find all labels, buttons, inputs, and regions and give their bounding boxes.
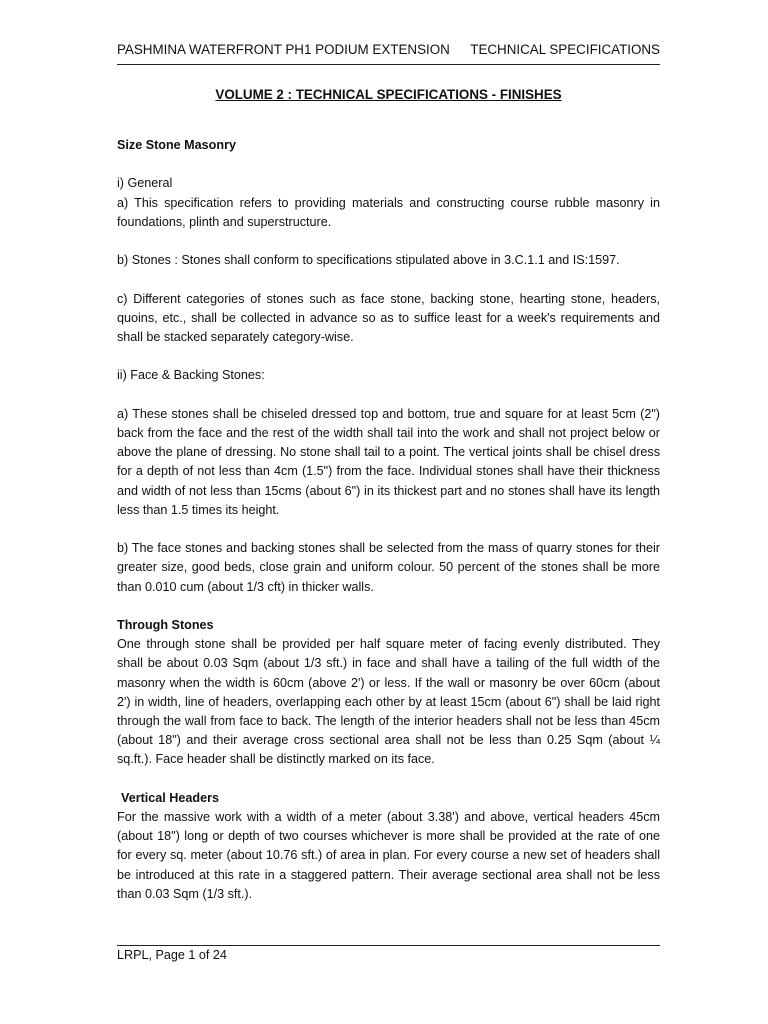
paragraph-general-c: c) Different categories of stones such as face stone, backing stone, hearting stone, headers, quoins, etc., shall be collected in advance so as to suffice least for a week's requirements and shall be stacked separately category-wise. (117, 291, 660, 344)
heading-size-stone-masonry: Size Stone Masonry (117, 138, 236, 152)
footer-rule (117, 945, 660, 946)
paragraph-general-a: a) This specification refers to providing materials and constructing course rubble masonry in foundations, plinth and superstructure. (117, 195, 660, 229)
paragraph-vertical-headers: For the massive work with a width of a meter (about 3.38') and above, vertical headers 45cm (about 18") long or depth of two courses whichever is more shall be provided at the rate of one for every sq. meter (about 10.76 sft.) of area in plan. For every course a new set of headers shall be introduced at this rate in a staggered pattern. Their average sectional area shall not be less than 0.03 Sqm (1/3 sft.). (117, 809, 660, 901)
header-project-name: PASHMINA WATERFRONT PH1 PODIUM EXTENSION (117, 42, 450, 57)
paragraph-general-b: b) Stones : Stones shall conform to specifications stipulated above in 3.C.1.1 and IS:1597. (117, 253, 620, 268)
heading-general: i) General (117, 176, 173, 191)
paragraph-face-b: b) The face stones and backing stones shall be selected from the mass of quarry stones for their greater size, good beds, close grain and uniform colour. 50 percent of the stones shall be more than 0.010 cum (about 1/3 cft) in thicker walls. (117, 541, 660, 594)
page-header (117, 42, 660, 62)
document-title: VOLUME 2 : TECHNICAL SPECIFICATIONS - FINISHES (215, 87, 562, 102)
paragraph-through-stones: One through stone shall be provided per half square meter of facing evenly distributed. They shall be about 0.03 Sqm (about 1/3 sft.) in face and shall have a tailing of the full width of the masonry when the width is 60cm (above 2') or less. If the wall or masonry be over 60cm (about 2') in width, line of headers, overlapping each other by at least 15cm (about 6") shall be laid right through the wall from face to back. The length of the interior headers shall not be less than 45cm (about 18") and their average cross sectional area shall not be less than 0.25 Sqm (about ¼ sq.ft.). Face header shall be distinctly marked on its face. (117, 637, 660, 767)
heading-face-backing-stones: ii) Face & Backing Stones: (117, 368, 265, 383)
heading-vertical-headers: Vertical Headers (121, 790, 220, 805)
document-body (117, 136, 660, 904)
page-footer: LRPL, Page 1 of 24 (117, 948, 227, 962)
paragraph-face-a: a) These stones shall be chiseled dressed top and bottom, true and square for at least 5cm (2") back from the face and the rest of the width shall tail into the work and shall not project below or above the plane of dressing. No stone shall tail to a point. The vertical joints shall be chisel dress for a depth of not less than 4cm (1.5") from the face. Individual stones shall have their thickness and width of not less than 15cms (about 6") in its thickest part and no stones shall have its length less than 1.5 times its height. (117, 406, 660, 517)
heading-through-stones: Through Stones (117, 617, 214, 632)
header-section-name: TECHNICAL SPECIFICATIONS (470, 42, 660, 57)
document-page (117, 0, 660, 1024)
header-rule (117, 64, 660, 65)
